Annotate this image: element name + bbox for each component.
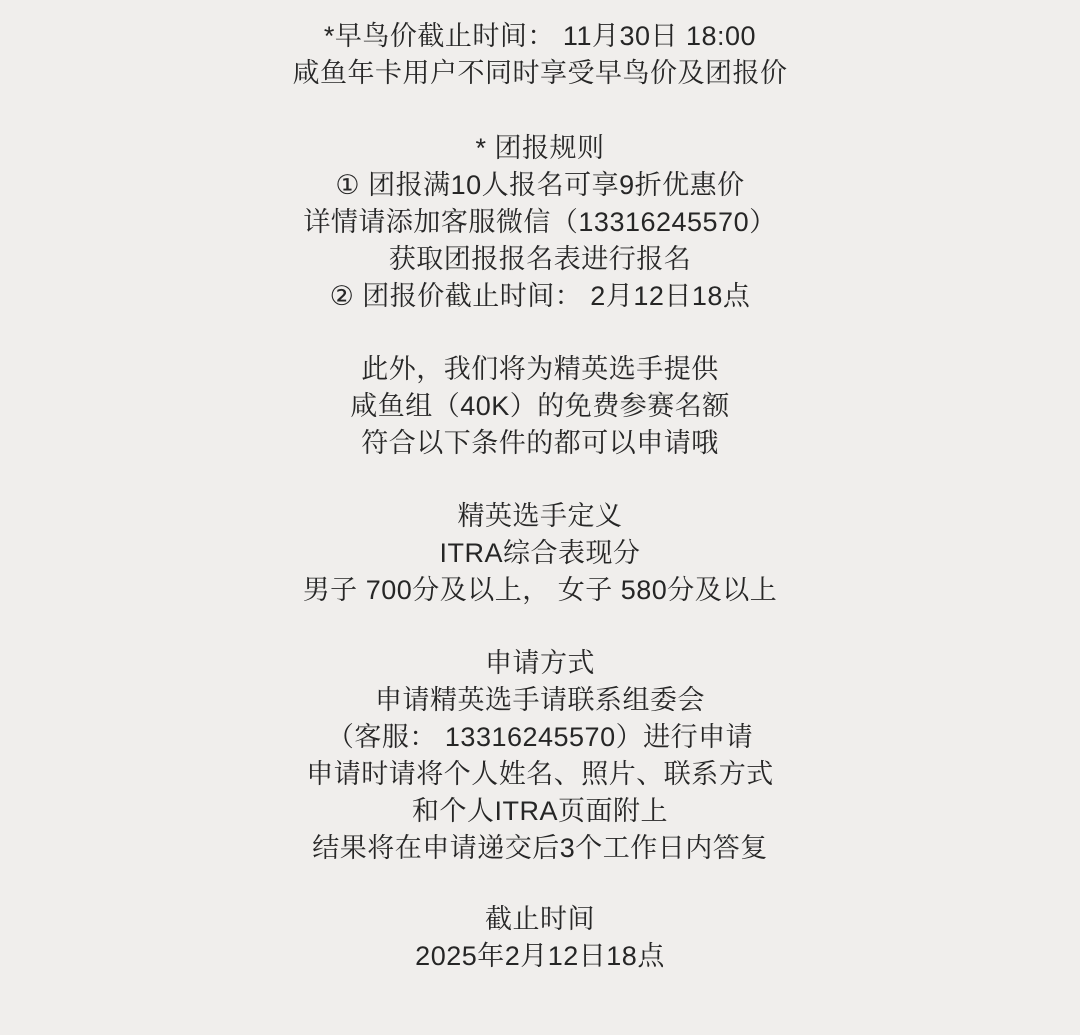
text-line: （客服： 13316245570）进行申请 <box>326 722 754 752</box>
section-heading: 截止时间 <box>485 904 595 934</box>
text-line: ITRA综合表现分 <box>439 538 641 568</box>
text-line: 获取团报报名表进行报名 <box>388 244 692 274</box>
section-application-method <box>40 645 1040 867</box>
text-line: ② 团报价截止时间： 2月12日18点 <box>329 281 751 311</box>
text-line: 男子 700分及以上， 女子 580分及以上 <box>302 575 778 605</box>
text-line: 此外，我们将为精英选手提供 <box>361 354 719 384</box>
text-line: *早鸟价截止时间： 11月30日 18:00 <box>323 21 757 51</box>
section-heading: 精英选手定义 <box>457 501 623 531</box>
section-group-rules <box>40 130 1040 315</box>
section-elite-definition <box>40 498 1040 609</box>
section-early-bird <box>40 18 1040 92</box>
text-line: 咸鱼组（40K）的免费参赛名额 <box>350 391 730 421</box>
text-line: ① 团报满10人报名可享9折优惠价 <box>335 170 745 200</box>
text-line: 详情请添加客服微信（13316245570） <box>303 207 777 237</box>
text-line: 和个人ITRA页面附上 <box>411 796 668 826</box>
section-heading: 申请方式 <box>485 648 595 678</box>
text-line: 申请精英选手请联系组委会 <box>375 685 705 715</box>
section-heading: * 团报规则 <box>475 133 605 163</box>
section-elite-free-slots <box>40 351 1040 462</box>
section-deadline <box>40 901 1040 975</box>
text-line: 2025年2月12日18点 <box>415 941 665 971</box>
text-line: 咸鱼年卡用户不同时享受早鸟价及团报价 <box>292 58 788 88</box>
text-line: 符合以下条件的都可以申请哦 <box>361 428 719 458</box>
text-line: 结果将在申请递交后3个工作日内答复 <box>312 833 768 863</box>
text-line: 申请时请将个人姓名、照片、联系方式 <box>306 759 774 789</box>
